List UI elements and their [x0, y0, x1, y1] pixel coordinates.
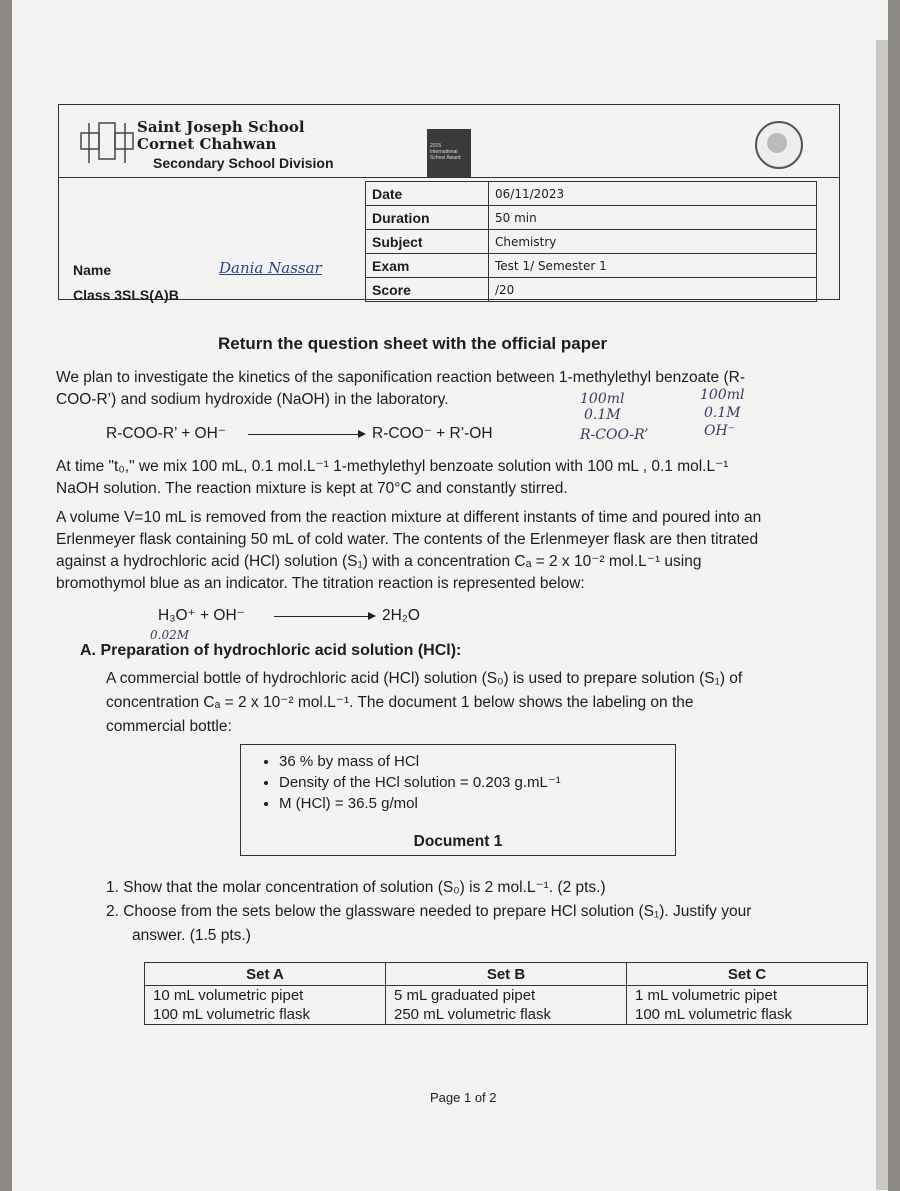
handwritten-note: 0.1M [704, 405, 741, 421]
info-label: Date [366, 182, 489, 206]
info-value: 50 min [489, 206, 817, 230]
paragraph-line: A volume V=10 mL is removed from the reaction mixture at different instants of time and poured into an [56, 509, 762, 526]
info-value: /20 [489, 278, 817, 302]
titration-product: 2H₂O [382, 607, 420, 624]
table-cell [386, 986, 627, 1025]
paragraph-line: against a hydrochloric acid (HCl) solution (S₁) with a concentration Cₐ = 2 x 10⁻² mol.L⁻¹ using [56, 553, 702, 570]
paragraph-line: At time "t₀," we mix 100 mL, 0.1 mol.L⁻¹ 1-methylethyl benzoate solution with 100 mL , 0.1 mol.L⁻¹ [56, 458, 729, 475]
paragraph-line: commercial bottle: [106, 718, 232, 735]
page-edge-shadow [876, 40, 888, 1190]
class-label: Class 3SLS(A)B [73, 287, 179, 303]
section-a-title: A. Preparation of hydrochloric acid solution (HCl): [80, 642, 462, 659]
question-2-line: answer. (1.5 pts.) [132, 927, 251, 944]
instruction-heading: Return the question sheet with the official paper [218, 334, 608, 353]
cell-line: 250 mL volumetric flask [394, 1006, 552, 1023]
table-header-row [145, 963, 868, 986]
school-logo-icon [77, 119, 139, 165]
award-logo: 2015 International School Award [427, 129, 471, 177]
info-value: Test 1/ Semester 1 [489, 254, 817, 278]
school-name [137, 119, 305, 153]
info-row [366, 206, 817, 230]
cell-line: 100 mL volumetric flask [635, 1006, 793, 1023]
info-row [366, 230, 817, 254]
page-number: Page 1 of 2 [430, 1090, 497, 1105]
info-label: Exam [366, 254, 489, 278]
student-name: Dania Nassar [219, 259, 322, 277]
handwritten-note: 100ml [580, 391, 625, 407]
titration-reactants: H₃O⁺ + OH⁻ [158, 607, 245, 624]
reaction-products: R-COO⁻ + R’-OH [372, 425, 493, 442]
info-label: Subject [366, 230, 489, 254]
list-item: • M (HCl) = 36.5 g/mol [279, 793, 675, 814]
school-seal-icon [755, 121, 803, 169]
paragraph-line: A commercial bottle of hydrochloric acid (HCl) solution (S₀) is used to prepare solution (S₁) of [106, 670, 743, 687]
info-value: 06/11/2023 [489, 182, 817, 206]
school-name-line2: Cornet Chahwan [137, 135, 277, 153]
handwritten-note: 0.1M [584, 407, 621, 423]
exam-page [12, 0, 888, 1191]
handwritten-note: R-COO-R’ [580, 427, 649, 443]
info-label: Duration [366, 206, 489, 230]
document-1-box [240, 744, 676, 856]
column-header: Set C [627, 963, 868, 986]
paragraph-line: bromothymol blue as an indicator. The titration reaction is represented below: [56, 575, 585, 592]
cell-line: 100 mL volumetric flask [153, 1006, 311, 1023]
list-item: • Density of the HCl solution = 0.203 g.mL⁻¹ [279, 772, 675, 793]
paragraph-line: Erlenmeyer flask containing 50 mL of cold water. The contents of the Erlenmeyer flask are then titrated [56, 531, 759, 548]
intro-line: We plan to investigate the kinetics of the saponification reaction between 1-methylethyl benzoate (R- [56, 369, 745, 386]
table-cell [145, 986, 386, 1025]
cell-line: 10 mL volumetric pipet [153, 987, 304, 1004]
column-header: Set A [145, 963, 386, 986]
titration-arrow-icon [274, 616, 374, 617]
info-row [366, 278, 817, 302]
exam-header [58, 104, 840, 303]
school-name-line1: Saint Joseph School [137, 118, 305, 136]
question-2-line: 2. Choose from the sets below the glassware needed to prepare HCl solution (S₁). Justify your [106, 903, 752, 920]
info-label: Score [366, 278, 489, 302]
cell-line: 5 mL graduated pipet [394, 987, 536, 1004]
document-caption: Document 1 [413, 833, 503, 850]
info-row [366, 254, 817, 278]
info-value: Chemistry [489, 230, 817, 254]
paragraph-line: concentration Cₐ = 2 x 10⁻² mol.L⁻¹. The document 1 below shows the labeling on the [106, 694, 694, 711]
handwritten-note: OH⁻ [704, 423, 736, 439]
column-header: Set B [386, 963, 627, 986]
handwritten-note: 0.02M [150, 628, 190, 642]
list-item: • 36 % by mass of HCl [279, 751, 675, 772]
cell-line: 1 mL volumetric pipet [635, 987, 778, 1004]
table-row [145, 986, 868, 1025]
paragraph-line: NaOH solution. The reaction mixture is kept at 70°C and constantly stirred. [56, 480, 568, 497]
info-row [366, 182, 817, 206]
name-label: Name [73, 262, 112, 278]
handwritten-note: 100ml [700, 387, 745, 403]
label-list [279, 751, 675, 814]
header-divider [59, 177, 839, 178]
reaction-arrow-icon [248, 434, 364, 435]
table-cell [627, 986, 868, 1025]
intro-line: COO-R’) and sodium hydroxide (NaOH) in the laboratory. [56, 391, 449, 408]
question-1: 1. Show that the molar concentration of solution (S₀) is 2 mol.L⁻¹. (2 pts.) [106, 879, 606, 896]
reaction-reactants: R-COO-R’ + OH⁻ [106, 425, 226, 442]
exam-info-table [365, 181, 817, 302]
glassware-sets-table [144, 962, 868, 1025]
school-division: Secondary School Division [153, 155, 334, 171]
